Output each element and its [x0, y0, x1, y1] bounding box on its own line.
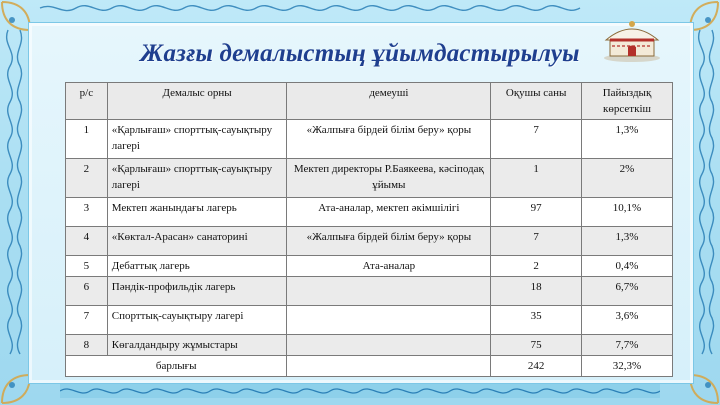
cell-pct: 3,6%: [582, 306, 673, 335]
cell-payer: «Жалпыға бірдей білім беру» қоры: [287, 120, 491, 159]
cell-count: 2: [491, 256, 582, 277]
cell-place: Спорттық-сауықтыру лагері: [107, 306, 287, 335]
cell-pct: 6,7%: [582, 277, 673, 306]
cell-payer: Ата-аналар: [287, 256, 491, 277]
cell-num: 7: [66, 306, 108, 335]
total-label: барлығы: [66, 356, 287, 377]
cell-pct: 2%: [582, 159, 673, 198]
cell-pct: 0,4%: [582, 256, 673, 277]
cell-payer: Мектеп директоры Р.Баякеева, кәсіподақ ұйымы: [287, 159, 491, 198]
cell-place: Пәндік-профильдік лагерь: [107, 277, 287, 306]
summer-rest-table: [65, 82, 673, 377]
cell-count: 7: [491, 227, 582, 256]
cell-count: 35: [491, 306, 582, 335]
cell-payer: [287, 335, 491, 356]
cell-count: 75: [491, 335, 582, 356]
header-payer: демеуші: [287, 83, 491, 120]
table-row: [66, 198, 673, 227]
cell-count: 7: [491, 120, 582, 159]
table-row: [66, 159, 673, 198]
cell-place: «Көктал-Арасан» санаторині: [107, 227, 287, 256]
table-header-row: [66, 83, 673, 120]
table-row: [66, 277, 673, 306]
cell-num: 8: [66, 335, 108, 356]
cell-payer: [287, 306, 491, 335]
cell-count: 1: [491, 159, 582, 198]
cell-num: 6: [66, 277, 108, 306]
bottom-ornament-strip: [60, 384, 660, 398]
cell-count: 18: [491, 277, 582, 306]
table-total-row: [66, 356, 673, 377]
cell-payer: Ата-аналар, мектеп әкімшілігі: [287, 198, 491, 227]
cell-pct: 7,7%: [582, 335, 673, 356]
page-title: Жазғы демалыстың ұйымдастырылуы: [140, 40, 580, 67]
header-pct: Пайыздық көрсеткіш: [582, 83, 673, 120]
header-num: р/с: [66, 83, 108, 120]
header-place: Демалыс орны: [107, 83, 287, 120]
cell-place: Дебаттық лагерь: [107, 256, 287, 277]
cell-num: 3: [66, 198, 108, 227]
cell-payer: [287, 277, 491, 306]
total-payer-empty: [287, 356, 491, 377]
cell-num: 2: [66, 159, 108, 198]
cell-place: Көгалдандыру жұмыстары: [107, 335, 287, 356]
cell-num: 1: [66, 120, 108, 159]
cell-place: Мектеп жанындағы лагерь: [107, 198, 287, 227]
cell-payer: «Жалпыға бірдей білім беру» қоры: [287, 227, 491, 256]
header-count: Оқушы саны: [491, 83, 582, 120]
cell-pct: 1,3%: [582, 227, 673, 256]
table-row: [66, 306, 673, 335]
table-row: [66, 335, 673, 356]
cell-place: «Қарлығаш» спорттық-сауықтыру лагері: [107, 159, 287, 198]
cell-place: «Қарлығаш» спорттық-сауықтыру лагері: [107, 120, 287, 159]
table-row: [66, 120, 673, 159]
cell-pct: 10,1%: [582, 198, 673, 227]
table-row: [66, 227, 673, 256]
cell-num: 4: [66, 227, 108, 256]
table-row: [66, 256, 673, 277]
cell-pct: 1,3%: [582, 120, 673, 159]
total-pct: 32,3%: [582, 356, 673, 377]
total-count: 242: [491, 356, 582, 377]
cell-count: 97: [491, 198, 582, 227]
cell-num: 5: [66, 256, 108, 277]
